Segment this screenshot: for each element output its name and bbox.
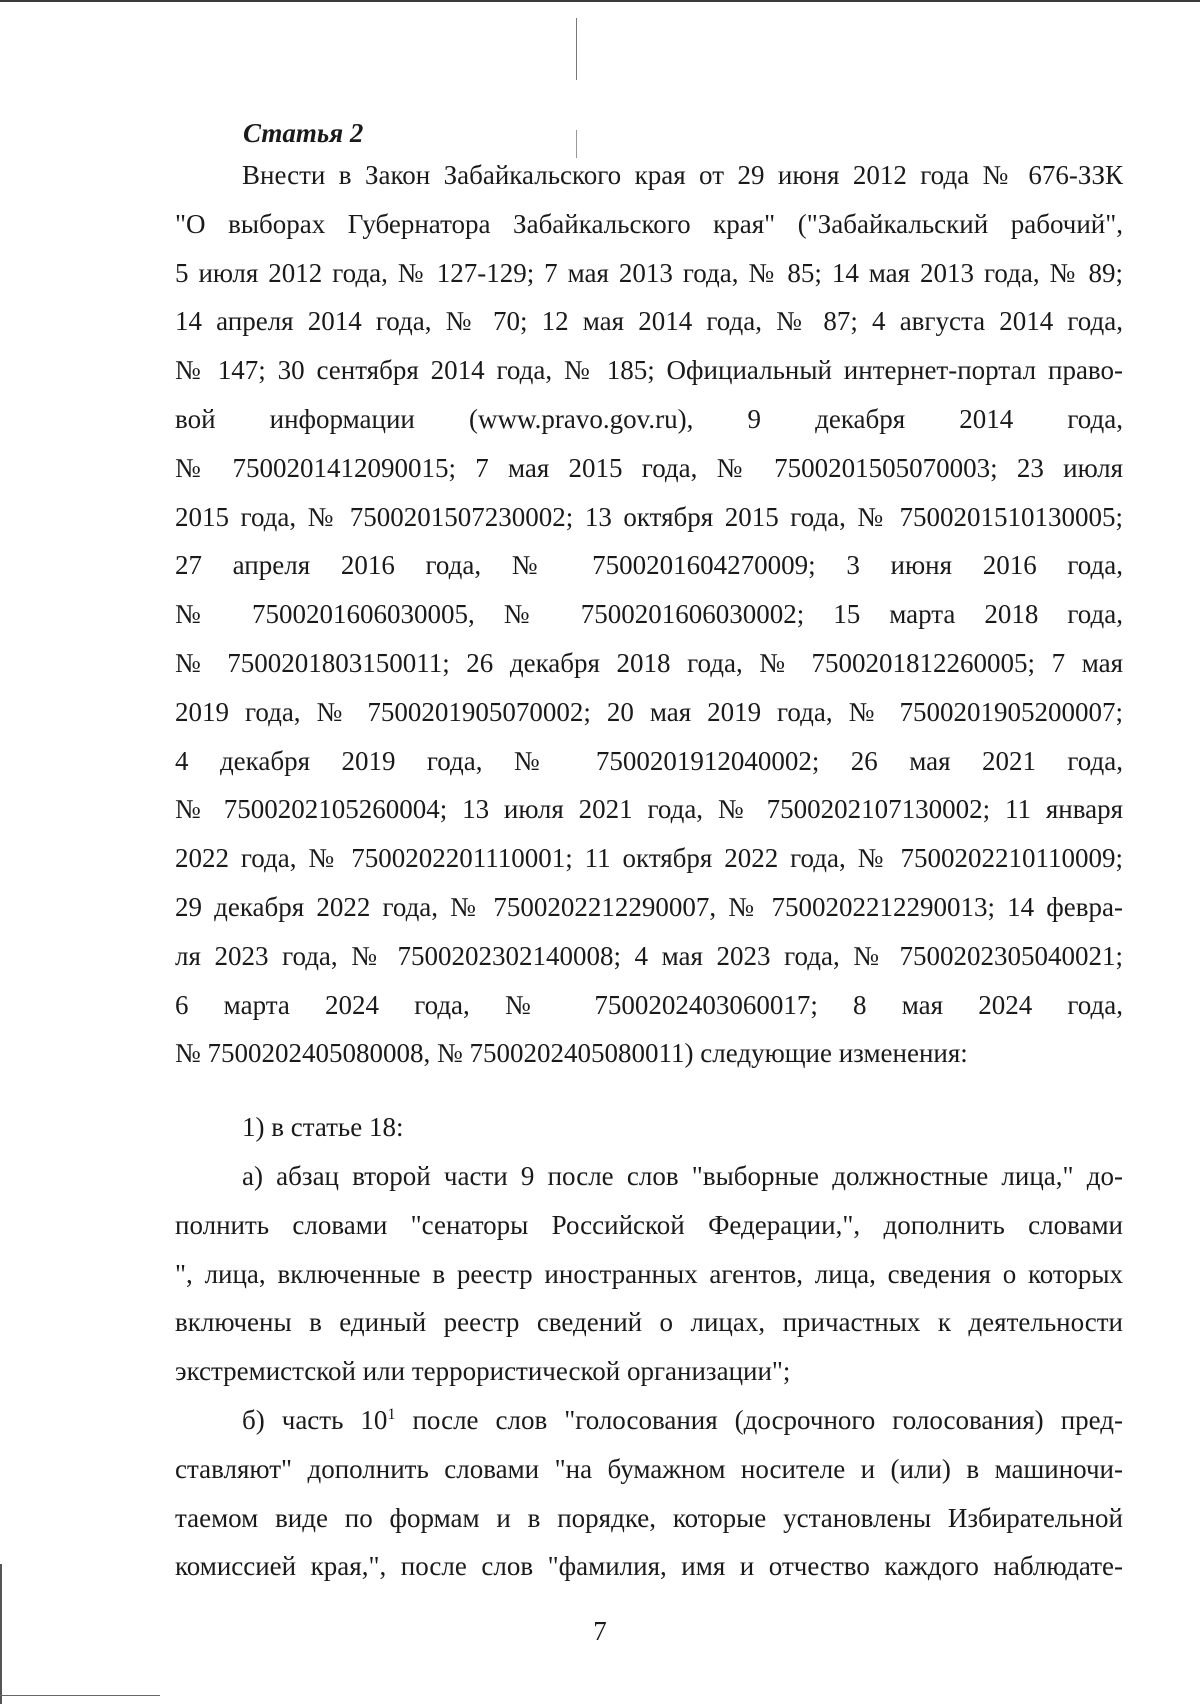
- page-number: 7: [593, 1616, 607, 1646]
- paragraph-line: № 7500201412090015; 7 мая 2015 года, № 7500201505070003; 23 июля: [175, 452, 1123, 483]
- list-item-a: [175, 1152, 1123, 1396]
- paragraph-line: ставляют" дополнить словами "на бумажном носителе и (или) в машиночи-: [175, 1453, 1123, 1484]
- article-paragraph: [175, 151, 1123, 1078]
- list-item-1: [175, 1103, 1123, 1152]
- paragraph-line: 6 марта 2024 года, № 7500202403060017; 8 мая 2024 года,: [175, 989, 1123, 1020]
- paragraph-line: 2019 года, № 7500201905070002; 20 мая 2019 года, № 7500201905200007;: [175, 696, 1123, 727]
- paragraph-line: 14 апреля 2014 года, № 70; 12 мая 2014 года, № 87; 4 августа 2014 года,: [175, 306, 1123, 337]
- paragraph-line: 5 июля 2012 года, № 127-129; 7 мая 2013 года, № 85; 14 мая 2013 года, № 89;: [175, 257, 1123, 288]
- scan-edge-bottom: [0, 1695, 160, 1696]
- paragraph-line: 2015 года, № 7500201507230002; 13 октября 2015 года, № 7500201510130005;: [175, 501, 1123, 532]
- paragraph-line: [175, 1396, 1123, 1445]
- item-b-suffix: после слов "голосования (досрочного голосования) пред-: [395, 1405, 1123, 1435]
- paragraph-line: а) абзац второй части 9 после слов "выборные должностные лица," до-: [242, 1161, 1123, 1191]
- scan-fold-line: [576, 18, 577, 80]
- paragraph-line: включены в единый реестр сведений о лицах, причастных к деятельности: [175, 1307, 1123, 1338]
- item-b-prefix: б) часть 10: [242, 1405, 388, 1435]
- paragraph-line: № 7500201606030005, № 7500201606030002; 15 марта 2018 года,: [175, 599, 1123, 630]
- paragraph-line: Внести в Закон Забайкальского края от 29 июня 2012 года № 676-ЗЗК: [242, 160, 1123, 190]
- paragraph-line: полнить словами "сенаторы Российской Федерации,", дополнить словами: [175, 1209, 1123, 1240]
- paragraph-line: экстремистской или террористической организации";: [175, 1356, 791, 1387]
- list-item-b: [175, 1396, 1123, 1591]
- scan-edge-top: [0, 0, 1200, 2]
- paragraph-line: ля 2023 года, № 7500202302140008; 4 мая 2023 года, № 7500202305040021;: [175, 940, 1123, 971]
- paragraph-line: вой информации (www.pravo.gov.ru), 9 декабря 2014 года,: [175, 403, 1123, 434]
- paragraph-line: 27 апреля 2016 года, № 7500201604270009; 3 июня 2016 года,: [175, 550, 1123, 581]
- paragraph-line: 4 декабря 2019 года, № 7500201912040002; 26 мая 2021 года,: [175, 745, 1123, 776]
- paragraph-line: 29 декабря 2022 года, № 7500202212290007, № 7500202212290013; 14 февра-: [175, 891, 1123, 922]
- item-b-superscript: 1: [387, 1406, 396, 1423]
- paragraph-line: таемом виде по формам и в порядке, которые установлены Избирательной: [175, 1502, 1123, 1533]
- paragraph-line: № 7500202405080008, № 7500202405080011) следующие изменения:: [175, 1038, 968, 1069]
- paragraph-line: 1) в статье 18:: [242, 1112, 404, 1142]
- paragraph-line: комиссией края,", после слов "фамилия, имя и отчество каждого наблюдате-: [175, 1551, 1123, 1582]
- paragraph-line: № 7500201803150011; 26 декабря 2018 года, № 7500201812260005; 7 мая: [175, 647, 1123, 678]
- article-heading: Статья 2: [243, 118, 364, 148]
- paragraph-line: № 7500202105260004; 13 июля 2021 года, № 7500202107130002; 11 января: [175, 794, 1123, 825]
- paragraph-line: "О выборах Губернатора Забайкальского края" ("Забайкальский рабочий",: [175, 208, 1123, 239]
- paragraph-line: № 147; 30 сентября 2014 года, № 185; Официальный интернет-портал право-: [175, 355, 1123, 386]
- paragraph-line: ", лица, включенные в реестр иностранных агентов, лица, сведения о которых: [175, 1258, 1123, 1289]
- paragraph-line: 2022 года, № 7500202201110001; 11 октября 2022 года, № 7500202210110009;: [175, 843, 1123, 874]
